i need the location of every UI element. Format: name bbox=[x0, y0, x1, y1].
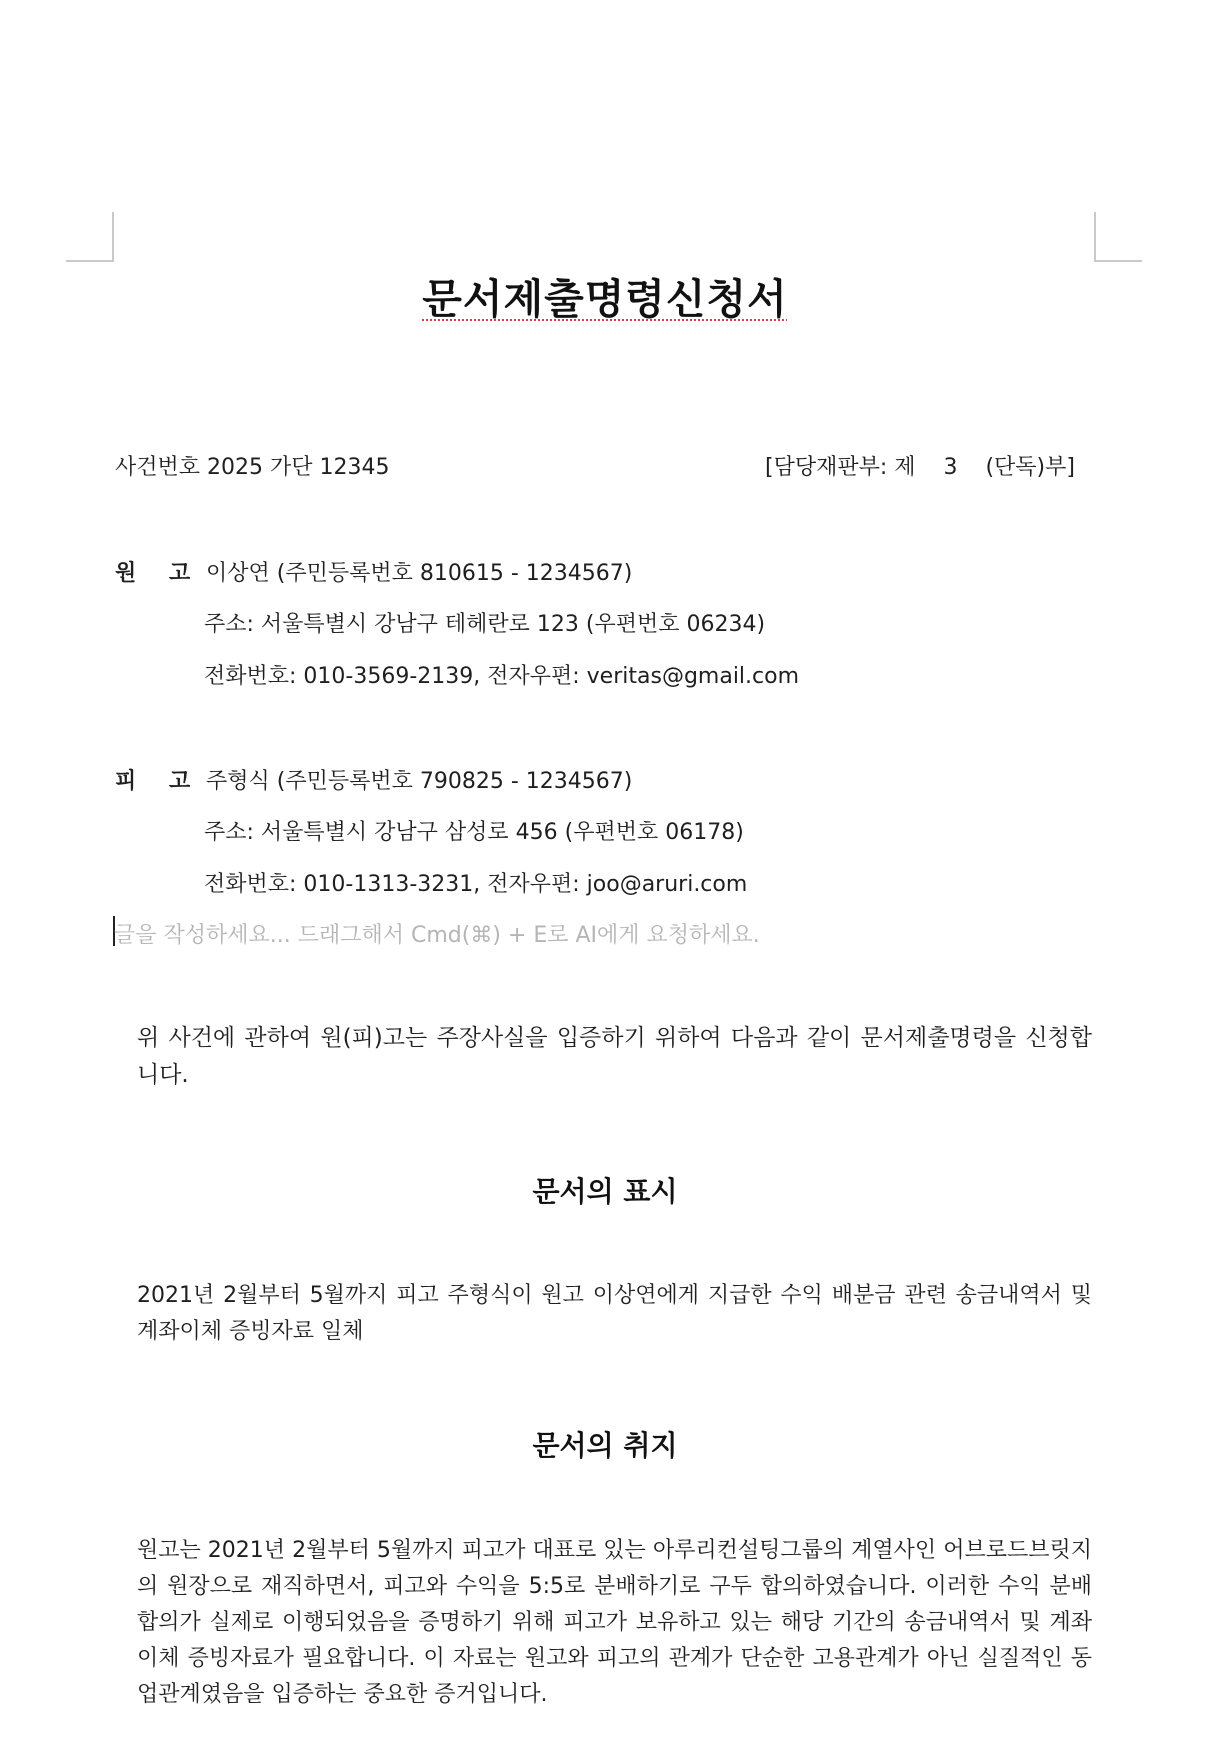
plaintiff-address[interactable]: 주소: 서울특별시 강남구 테헤란로 123 (우편번호 06234) bbox=[204, 612, 766, 637]
page-margin-corner-right bbox=[1094, 212, 1142, 262]
document-description-body[interactable]: 2021년 2월부터 5월까지 피고 주형식이 원고 이상연에게 지급한 수익 배분금 관련 송금내역서 및 계좌이체 증빙자료 일체 bbox=[137, 1283, 1092, 1344]
plaintiff-label bbox=[115, 556, 195, 587]
document-title[interactable] bbox=[0, 266, 1210, 325]
court-division[interactable]: [담당재판부: 제 3 (단독)부] bbox=[765, 455, 1075, 480]
section-heading-document-purpose-text[interactable]: 문서의 취지 bbox=[532, 1429, 678, 1462]
section-heading-document-purpose[interactable] bbox=[0, 1424, 1210, 1464]
document-purpose-body[interactable]: 원고는 2021년 2월부터 5월까지 피고가 대표로 있는 아루리컨설팅그룹의 계열사인 어브로드브릿지의 원장으로 재직하면서, 피고와 수익을 5:5로 분배하기로 구두 합의하였습니다. 이러한 수익 분배 합의가 실제로 이행되었음을 증명하기 위해 피고가 보유하고 있는 해당 기간의 송금내역서 및 계좌이체 증빙자료가 필요합니다. 이 자료는 원고와 피고의 관계가 단순한 고용관계가 아닌 실질적인 동업관계였음을 입증하는 중요한 증거입니다. bbox=[137, 1538, 1092, 1707]
intro-paragraph[interactable]: 위 사건에 관하여 원(피)고는 주장사실을 입증하기 위하여 다음과 같이 문서제출명령을 신청합니다. bbox=[137, 1025, 1092, 1088]
defendant-contact[interactable]: 전화번호: 010-1313-3231, 전자우편: joo@aruri.com bbox=[204, 872, 748, 897]
page-margin-corner-left bbox=[66, 212, 114, 262]
document-title-text[interactable]: 문서제출명령신청서 bbox=[422, 275, 788, 323]
plaintiff-label-first: 원 bbox=[115, 561, 137, 586]
section-heading-document-description-text[interactable]: 문서의 표시 bbox=[532, 1175, 678, 1208]
case-number[interactable]: 사건번호 2025 가단 12345 bbox=[115, 455, 390, 480]
plaintiff-contact[interactable]: 전화번호: 010-3569-2139, 전자우편: veritas@gmail.com bbox=[204, 664, 800, 689]
plaintiff-label-second: 고 bbox=[169, 561, 191, 586]
defendant-label bbox=[115, 764, 195, 795]
defendant-label-first: 피 bbox=[115, 769, 137, 794]
plaintiff-name-line[interactable]: 이상연 (주민등록번호 810615 - 1234567) bbox=[206, 561, 633, 586]
defendant-label-second: 고 bbox=[169, 769, 191, 794]
section-heading-document-description[interactable] bbox=[0, 1170, 1210, 1210]
defendant-name-line[interactable]: 주형식 (주민등록번호 790825 - 1234567) bbox=[206, 769, 633, 794]
defendant-address[interactable]: 주소: 서울특별시 강남구 삼성로 456 (우편번호 06178) bbox=[204, 820, 744, 845]
editor-placeholder[interactable]: 글을 작성하세요... 드래그해서 Cmd(⌘) + E로 AI에게 요청하세요. bbox=[114, 923, 760, 948]
